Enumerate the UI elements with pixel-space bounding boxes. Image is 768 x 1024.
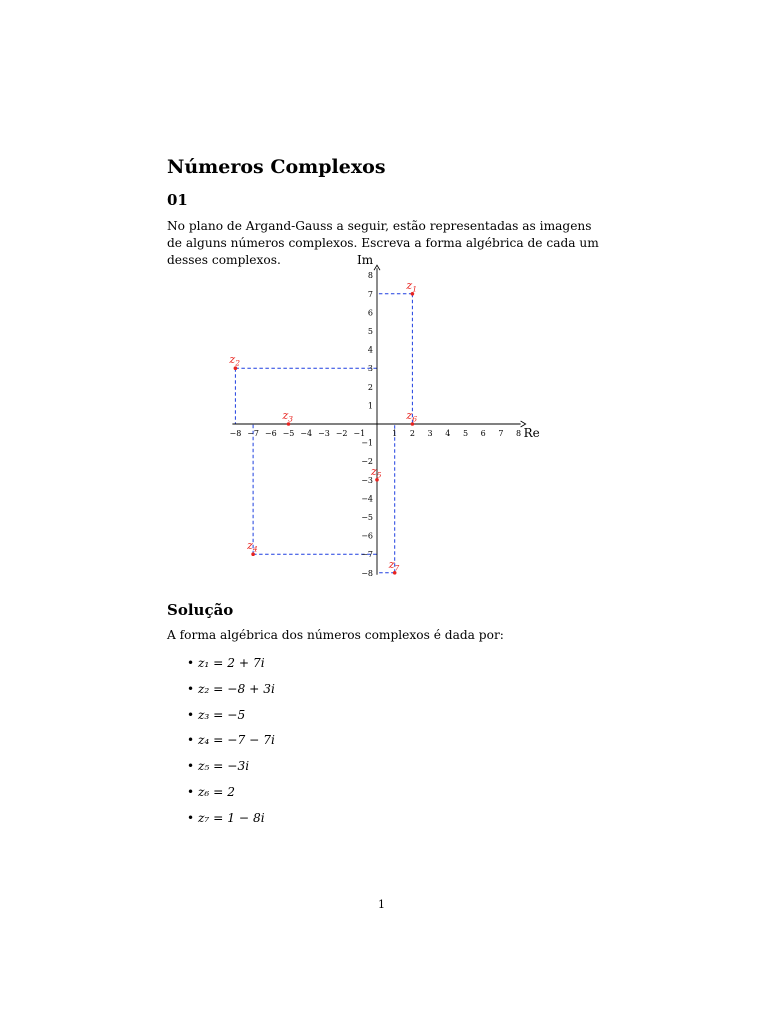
points xyxy=(228,279,417,575)
bullet-icon: • xyxy=(187,707,195,722)
solution-intro: A forma algébrica dos números complexos é dada por: xyxy=(167,628,504,642)
y-tick-label: −6 xyxy=(361,531,373,541)
x-tick-label: 4 xyxy=(445,429,451,438)
x-tick-label: −3 xyxy=(318,429,330,438)
x-tick-label: −4 xyxy=(300,429,313,438)
bullet-icon: • xyxy=(187,784,195,799)
bullet-icon: • xyxy=(187,656,195,670)
point-label-z1: $z_1$ xyxy=(406,278,417,294)
answer-item xyxy=(167,729,275,755)
answer-item xyxy=(167,807,275,833)
page-title: Números Complexos xyxy=(167,156,386,178)
x-tick-label: −7 xyxy=(247,429,259,438)
point-label-z6: $z_6$ xyxy=(406,409,417,424)
answer-item xyxy=(167,678,275,704)
y-tick-label: −1 xyxy=(361,438,373,448)
x-tick-label: 7 xyxy=(498,429,504,438)
solution-heading: Solução xyxy=(167,601,234,619)
page-number: 1 xyxy=(378,898,385,911)
answer-text: z₅ = −3i xyxy=(198,759,250,774)
x-tick-label: −5 xyxy=(282,429,295,438)
answer-text: z₄ = −7 − 7i xyxy=(198,733,275,748)
x-tick-label: 5 xyxy=(462,429,469,438)
y-tick-label: −7 xyxy=(361,550,373,560)
point-label-z7: $z_7$ xyxy=(388,557,400,573)
bullet-icon: • xyxy=(187,810,195,825)
answer-text: z₂ = −8 + 3i xyxy=(198,681,275,696)
point-label-z3: $z_3$ xyxy=(282,409,294,424)
x-tick-label: −2 xyxy=(335,429,348,438)
x-tick-label: 1 xyxy=(392,429,398,438)
x-tick-label: 3 xyxy=(427,429,433,438)
y-tick-label: −3 xyxy=(361,475,373,485)
y-axis-label: Im xyxy=(357,253,374,268)
x-tick-label: 8 xyxy=(516,429,522,438)
bullet-icon: • xyxy=(187,733,195,748)
answer-list xyxy=(167,652,275,833)
y-tick-label: −2 xyxy=(361,457,373,467)
bullet-icon: • xyxy=(187,759,195,774)
x-axis-label: Re xyxy=(523,426,540,440)
x-tick-label: −8 xyxy=(229,429,242,438)
y-tick-label: 4 xyxy=(367,345,373,355)
answer-item xyxy=(167,781,275,807)
y-tick-label: 3 xyxy=(367,364,373,374)
y-tick-label: 5 xyxy=(367,327,373,336)
question-prompt: No plano de Argand-Gauss a seguir, estão representadas as imagens de alguns números complexos. Escreva a forma algébrica de cada um desses complexos. xyxy=(167,219,599,267)
y-tick-label: 7 xyxy=(367,289,373,299)
y-tick-label: 8 xyxy=(367,271,373,281)
y-tick-label: 2 xyxy=(367,382,373,392)
x-tick-label: 6 xyxy=(480,429,486,438)
bullet-icon: • xyxy=(187,681,195,696)
answer-item xyxy=(167,755,275,781)
x-tick-label: −1 xyxy=(353,429,366,438)
answer-item xyxy=(167,704,275,730)
answer-text: z₆ = 2 xyxy=(198,784,236,799)
answer-text: z₁ = 2 + 7i xyxy=(198,656,265,670)
answer-item xyxy=(167,652,275,678)
axes xyxy=(229,253,540,575)
answer-text: z₃ = −5 xyxy=(198,707,246,722)
y-tick-label: −8 xyxy=(361,568,373,578)
question-number: 01 xyxy=(167,191,188,209)
answer-text: z₇ = 1 − 8i xyxy=(198,810,265,825)
y-tick-label: 6 xyxy=(367,308,373,318)
point-label-z5: $z_5$ xyxy=(371,464,382,480)
point-label-z4: $z_4$ xyxy=(247,539,258,554)
tick-labels xyxy=(230,271,522,578)
y-tick-label: 1 xyxy=(367,401,373,411)
point-label-z2: $z_2$ xyxy=(229,353,240,368)
y-tick-label: −4 xyxy=(361,494,373,504)
x-tick-label: 2 xyxy=(409,429,415,438)
x-tick-label: −6 xyxy=(264,429,277,438)
y-tick-label: −5 xyxy=(361,513,373,522)
